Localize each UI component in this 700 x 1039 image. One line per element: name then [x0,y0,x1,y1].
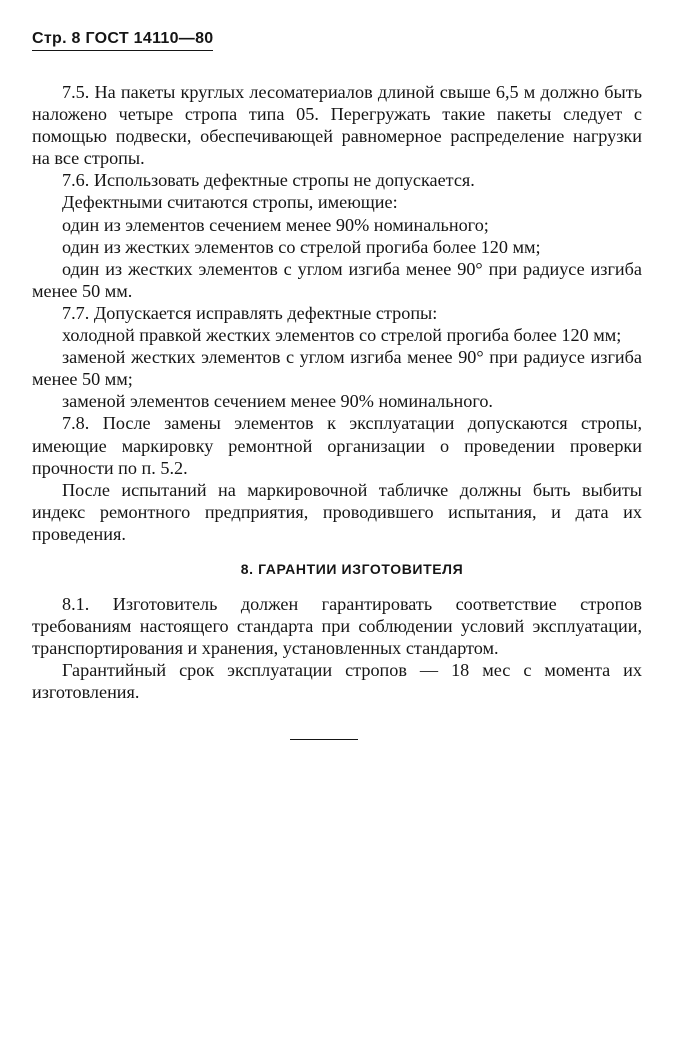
end-rule [290,739,358,740]
page-header: Стр. 8 ГОСТ 14110—80 [32,30,213,51]
paragraph-7-8-marking: После испытаний на маркировочной табличке должны быть выбиты индекс ремонтного предприятия, проводившего испытания, и дата их проведения. [32,479,642,544]
paragraph-defects-intro: Дефектными считаются стропы, имеющие: [62,192,398,213]
section-8-title: 8. ГАРАНТИИ ИЗГОТОВИТЕЛЯ [240,560,464,577]
paragraph-7-6: 7.6. Использовать дефектные стропы не допускается. [62,170,475,191]
paragraph-fix-1: холодной правкой жестких элементов со стрелой прогиба более 120 мм; [62,325,622,346]
paragraph-fix-2: заменой жестких элементов с углом изгиба менее 90° при радиусе изгиба менее 50 мм; [32,347,642,390]
paragraph-fix-3: заменой элементов сечением менее 90% номинального. [62,391,493,412]
paragraph-warranty-term: Гарантийный срок эксплуатации стропов — 18 мес с момента их изготовления. [32,660,642,703]
paragraph-7-8: 7.8. После замены элементов к эксплуатации допускаются стропы, имеющие маркировку ремонтной организации о проведении проверки прочности по п. 5.2. [32,413,642,478]
paragraph-8-1: 8.1. Изготовитель должен гарантировать соответствие стропов требованиям настоящего стандарта при соблюдении условий эксплуатации, транспортирования и хранения, установленных стандартом. [32,593,642,659]
paragraph-7-7: 7.7. Допускается исправлять дефектные стропы: [62,302,438,323]
body-text [32,81,642,703]
paragraph-7-5: 7.5. На пакеты круглых лесоматериалов длиной свыше 6,5 м должно быть наложено четыре стропа типа 05. Перегружать такие пакеты следует с помощью подвески, обеспечивающей равномерное распределение нагрузки на все стропы. [32,82,642,169]
paragraph-defect-3: один из жестких элементов с углом изгиба менее 90° при радиусе изгиба менее 50 мм. [32,258,642,301]
paragraph-defect-2: один из жестких элементов со стрелой прогиба более 120 мм; [62,236,541,257]
paragraph-defect-1: один из элементов сечением менее 90% номинального; [62,214,489,235]
